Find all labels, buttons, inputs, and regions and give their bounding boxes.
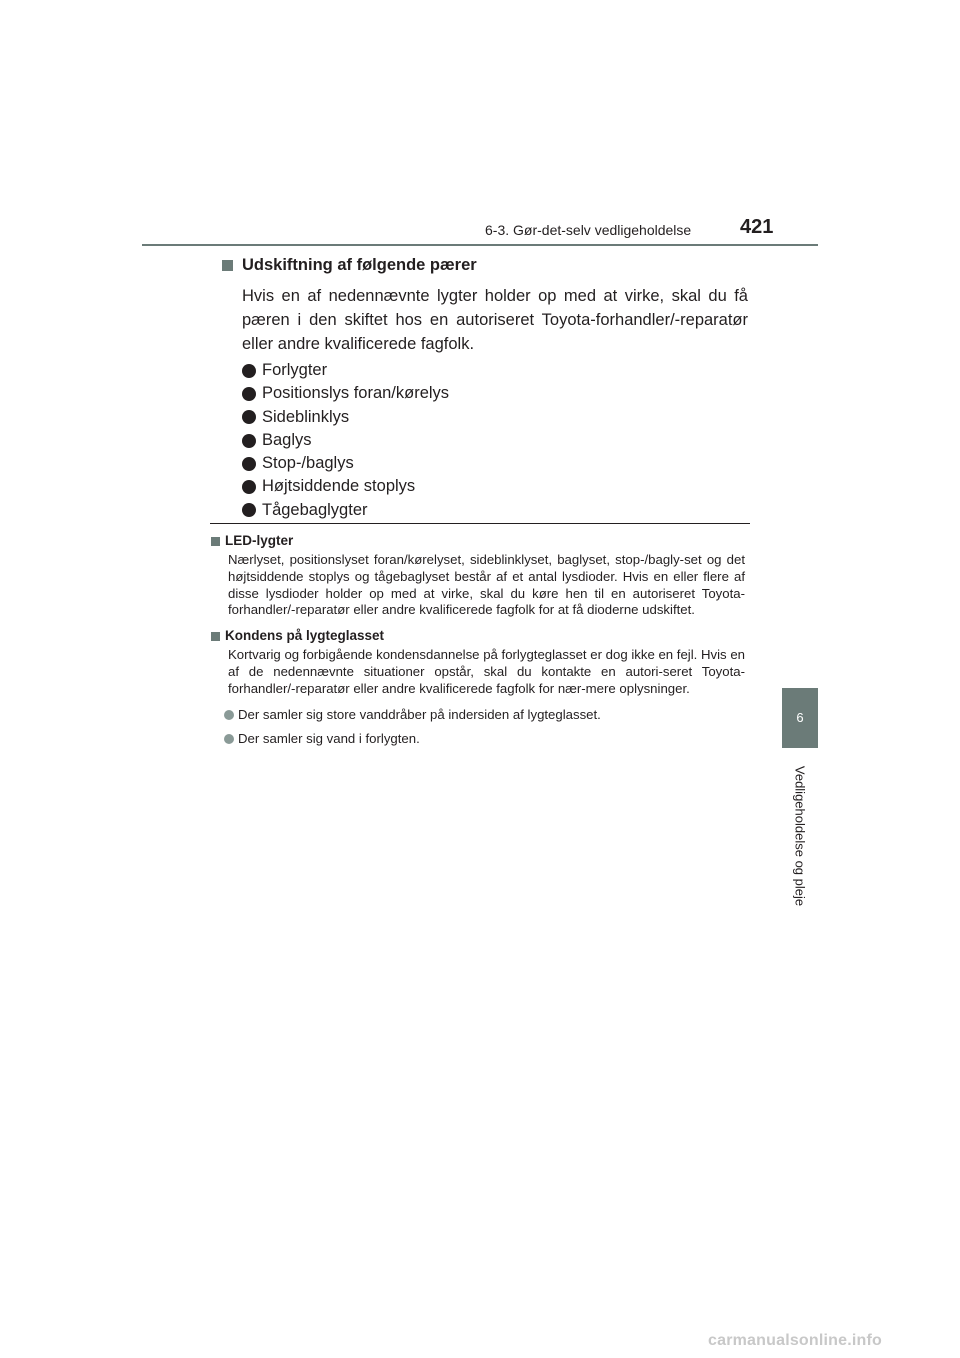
list-item-text: Der samler sig store vanddråber på indersiden af lygteglasset. xyxy=(238,706,601,722)
square-bullet-icon xyxy=(211,632,220,641)
list-item xyxy=(242,475,750,498)
page-number: 421 xyxy=(740,216,774,238)
list-item xyxy=(242,499,750,522)
note-spacer xyxy=(211,619,745,627)
chapter-label: Vedligeholdelse og pleje xyxy=(792,765,808,907)
note-heading-condensation xyxy=(211,627,745,645)
list-item-text: Positionslys foran/kørelys xyxy=(262,384,450,403)
watermark: carmanualsonline.info xyxy=(708,1332,883,1349)
list-item-text: Forlygter xyxy=(262,361,328,379)
bullet-dot-icon xyxy=(242,364,256,378)
list-item-text: Baglys xyxy=(262,430,312,449)
bullet-dot-icon xyxy=(242,480,256,494)
bullet-dot-icon xyxy=(242,503,256,517)
notes-section xyxy=(211,532,745,754)
main-paragraph: Hvis en af nedennævnte lygter holder op med at virke, skal du få pæren i den skiftet hos en autoriseret Toyota-forhandler/-reparatør eller andre kvalificerede fagfolk. xyxy=(242,287,748,353)
section-divider xyxy=(210,523,750,524)
list-item-text: Højtsiddende stoplys xyxy=(262,477,416,496)
list-item xyxy=(242,406,750,429)
main-section xyxy=(222,253,750,522)
bullet-dot-icon xyxy=(224,710,234,720)
bulb-list xyxy=(242,359,750,522)
list-item xyxy=(242,382,750,405)
list-item xyxy=(242,359,750,382)
header-section-title: 6-3. Gør-det-selv vedligeholdelse xyxy=(485,222,692,238)
list-item-text: Der samler sig vand i forlygten. xyxy=(238,730,420,746)
condensation-list xyxy=(224,706,745,754)
list-item-text: Sideblinklys xyxy=(262,407,350,426)
bullet-dot-icon xyxy=(242,457,256,471)
list-item-text: Stop-/baglys xyxy=(262,454,354,473)
header-divider xyxy=(142,244,818,246)
note-paragraph: Kortvarig og forbigående kondensdannelse på forlygteglasset er dog ikke en fejl. Hvis en af de nedennævnte situationer opstår, skal du kontakte en autori-seret Toyota-forhandler/-reparatør eller andre kvalificerede fagfolk for nær-mere oplysninger. xyxy=(228,647,745,696)
square-bullet-icon xyxy=(222,260,233,271)
note-heading-text: Kondens på lygteglasset xyxy=(225,628,385,644)
main-heading-text: Udskiftning af følgende pærer xyxy=(242,256,477,274)
list-item-text: Tågebaglygter xyxy=(262,500,368,519)
note-heading-text: LED-lygter xyxy=(225,533,294,548)
note-paragraph: Nærlyset, positionslyset foran/kørelyset, sideblinklyset, baglyset, stop-/bagly-set og det højtsiddende stoplys og tågebaglyset består af et antal lysdioder. Hvis en eller flere af disse lysdioder holder op med at virke, skal du køre hen til en autoriseret Toyota-forhandler/-reparatør eller andre kvalificerede fagfolk for at få dioderne udskiftet. xyxy=(228,552,745,618)
list-item xyxy=(224,706,745,730)
bullet-dot-icon xyxy=(224,734,234,744)
bullet-dot-icon xyxy=(242,387,256,401)
bullet-dot-icon xyxy=(242,434,256,448)
chapter-tab: 6 xyxy=(782,688,818,748)
note-heading-led xyxy=(211,532,745,550)
square-bullet-icon xyxy=(211,537,220,546)
list-item xyxy=(224,730,745,754)
list-item xyxy=(242,429,750,452)
bullet-dot-icon xyxy=(242,410,256,424)
list-item xyxy=(242,452,750,475)
main-heading xyxy=(222,253,750,277)
